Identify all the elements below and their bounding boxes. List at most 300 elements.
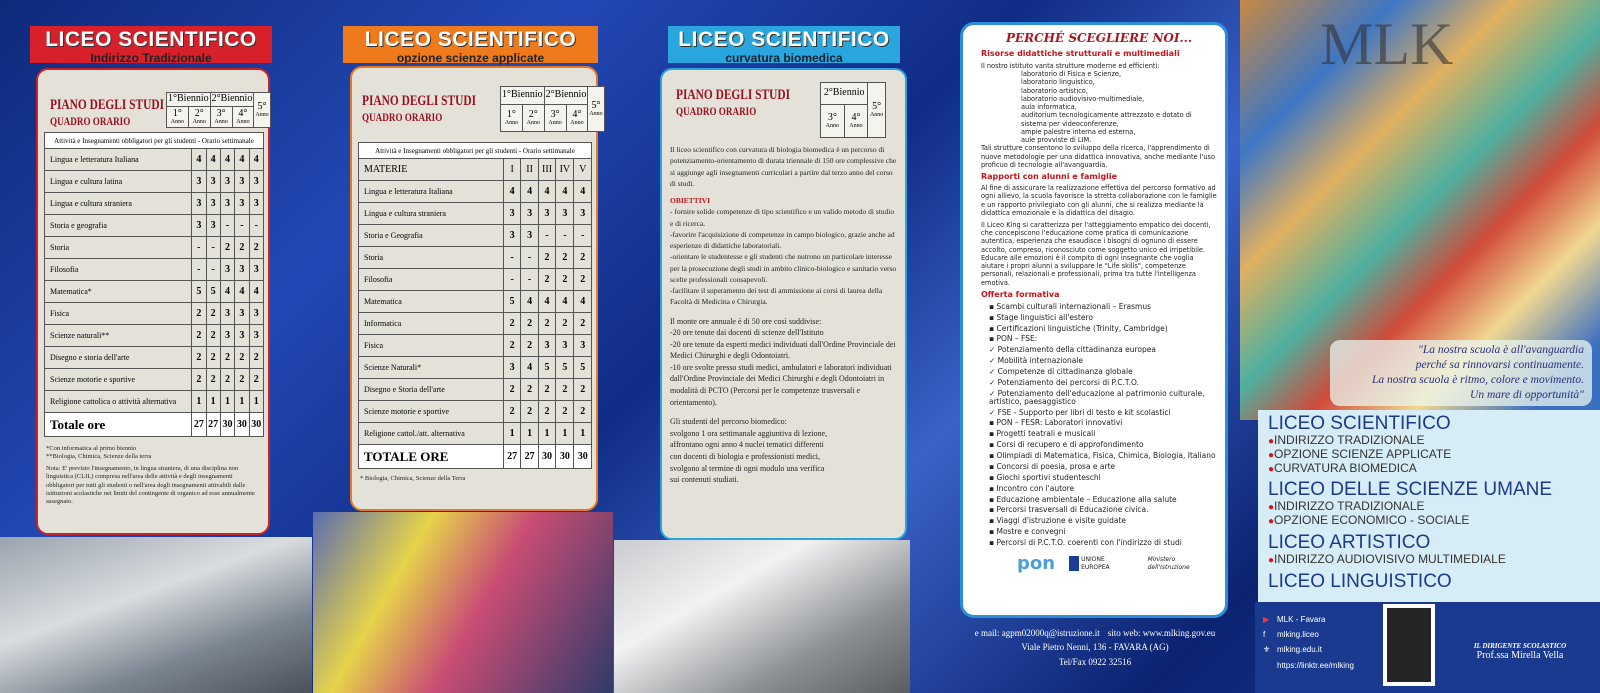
offer-item: ▪ Giochi sportivi studenteschi	[989, 472, 1101, 482]
hours-cell: 3	[206, 171, 220, 193]
total-cell: 27	[192, 413, 206, 437]
hours-cell: 2	[538, 269, 555, 291]
subject-cell: Matematica	[359, 291, 504, 313]
hours-cell: 3	[249, 259, 263, 281]
social-link[interactable]	[1263, 612, 1354, 627]
total-cell: 27	[521, 445, 538, 469]
offer-item: ▪ Educazione ambientale – Educazione alla salute	[989, 494, 1177, 504]
website-link[interactable]: sito web: www.mlking.gov.eu	[1107, 628, 1216, 638]
anno-label: Anno	[825, 122, 839, 129]
hours-cell: 3	[235, 171, 249, 193]
hours-cell: 2	[503, 379, 520, 401]
total-cell: 30	[574, 445, 592, 469]
hours-cell: 2	[538, 401, 555, 423]
hours-cell: -	[538, 225, 555, 247]
section-title: Offerta formativa	[981, 289, 1060, 299]
hours-cell: 5	[574, 357, 592, 379]
table-row	[359, 401, 592, 423]
hours-cell: 3	[538, 203, 555, 225]
subject-cell: Lingua e letteratura Italiana	[45, 149, 192, 171]
year-label: 4°	[851, 111, 861, 123]
students-lab-photo	[614, 540, 910, 693]
hours-cell: 1	[192, 391, 206, 413]
table-row	[359, 203, 592, 225]
facility-item: laboratorio linguistico,	[1021, 78, 1095, 87]
hours-cell: 2	[574, 379, 592, 401]
subject-cell: Storia e Geografia	[359, 225, 504, 247]
table-row	[45, 259, 264, 281]
total-cell: 27	[503, 445, 520, 469]
students-line: Gli studenti del percorso biomedico:	[670, 417, 787, 427]
year-label: 2°	[194, 107, 204, 119]
hours-cell: 2	[503, 401, 520, 423]
facility-item: laboratorio di Fisica e Scienze,	[1021, 70, 1122, 79]
hours-cell: 5	[503, 291, 520, 313]
group-header: 2°Biennio	[211, 93, 253, 105]
liceo-name: LICEO LINGUISTICO	[1268, 570, 1452, 592]
subject-cell: Scienze motorie e sportive	[359, 401, 504, 423]
hours-cell: -	[206, 237, 220, 259]
subject-cell: Lingua e cultura latina	[45, 171, 192, 193]
liceo-option: ● OPZIONE SCIENZE APPLICATE	[1268, 448, 1600, 462]
offer-item: ✓ Potenziamento dell'educazione al patrimonio culturale, artistico, paesaggistico	[989, 388, 1205, 406]
table-row	[45, 369, 264, 391]
hours-cell: 2	[556, 379, 574, 401]
hours-cell: 2	[556, 269, 574, 291]
hours-cell: 1	[556, 423, 574, 445]
plan-subtitle: QUADRO ORARIO	[676, 104, 757, 118]
hours-cell: 3	[249, 171, 263, 193]
year-label: 3°	[827, 111, 837, 123]
hours-cell: 4	[235, 149, 249, 171]
hours-item: Il monte ore annuale è di 50 ore così suddivise:	[670, 316, 822, 326]
subject-cell: Scienze naturali**	[45, 325, 192, 347]
plan-title: PIANO DEGLI STUDI	[50, 97, 165, 113]
year-header	[844, 104, 868, 137]
anno-label: Anno	[589, 111, 603, 117]
liceo-option: ● INDIRIZZO TRADIZIONALE	[1268, 500, 1600, 514]
year-header	[821, 104, 845, 137]
hours-cell: 2	[556, 401, 574, 423]
hours-cell: 3	[556, 203, 574, 225]
artwork-lettering: MLK	[1320, 11, 1454, 77]
hours-cell: 2	[235, 237, 249, 259]
hours-cell: 2	[249, 369, 263, 391]
panel1-subtitle: Indirizzo Tradizionale	[90, 51, 212, 65]
year-header	[522, 104, 544, 131]
offer-item: ✓ Competenze di cittadinanza globale	[989, 367, 1133, 377]
year-header	[544, 104, 566, 131]
subject-cell: Scienze motorie e sportive	[45, 369, 192, 391]
quote-line: perché sa rinnovarsi continuamente.	[1415, 358, 1584, 371]
offer-item: ▪ Percorsi di P.C.T.O. coerenti con l'indirizzo di studi	[989, 538, 1182, 548]
hours-cell: 5	[556, 357, 574, 379]
hours-cell: 2	[206, 369, 220, 391]
group-header: 2°Biennio	[821, 83, 868, 105]
hours-cell: 2	[503, 335, 520, 357]
hours-cell: 1	[503, 423, 520, 445]
hours-cell: 3	[556, 335, 574, 357]
social-label: MLK - Favara	[1277, 615, 1326, 624]
offer-item: ▪ Mostre e convegni	[989, 527, 1066, 537]
email-link[interactable]: e mail: agpm02000q@istruzione.it	[974, 628, 1100, 638]
table-caption: Attività e Insegnamenti obbligatori per gli studenti - Orario settimanale	[45, 133, 264, 149]
year-label: 5°	[591, 100, 601, 111]
hours-cell: 3	[192, 193, 206, 215]
group-header: 2°Biennio	[544, 87, 588, 105]
hours-cell: 3	[206, 193, 220, 215]
hours-cell: 1	[220, 391, 234, 413]
note: Nota: E' previsto l'insegnamento, in lingua straniera, di una disciplina non linguistica (CLIL) compresa nell'area delle attività e degli insegnamenti obbligatori per tutti gli studenti o nell'area degli insegnamenti attivabili dalle istituzioni scolastiche nei limiti del contingente di organico ad esse annualmente assegnato.	[46, 465, 255, 505]
hours-cell: 2	[538, 313, 555, 335]
subject-cell: Fisica	[45, 303, 192, 325]
anno-label: Anno	[869, 112, 884, 118]
hours-cell: -	[235, 215, 249, 237]
section-title: Risorse didattiche strutturali e multimediali	[981, 49, 1180, 58]
hours-item: -20 ore tenute dai docenti di scienze dell'Istituto	[670, 328, 824, 338]
hours-cell: 5	[206, 281, 220, 303]
hours-cell: 2	[235, 347, 249, 369]
hours-cell: 4	[574, 291, 592, 313]
subject-cell: Religione cattol./att. alternativa	[359, 423, 504, 445]
hours-cell: 3	[249, 325, 263, 347]
hours-cell: 2	[574, 401, 592, 423]
year-label: 1°	[506, 108, 516, 120]
subject-cell: Lingua e letteratura Italiana	[359, 181, 504, 203]
table-row	[359, 313, 592, 335]
panel3-title: LICEO SCIENTIFICO	[678, 28, 890, 51]
year-header	[254, 93, 270, 128]
hours-cell: -	[521, 247, 538, 269]
offer-item: ✓ Mobilità internazionale	[989, 356, 1084, 366]
hours-cell: 2	[206, 325, 220, 347]
hours-cell: 2	[192, 303, 206, 325]
offer-item: ▪ Certificazioni linguistiche (Trinity, Cambridge)	[989, 323, 1168, 333]
students-line: affrontano ogni anno 4 nuclei tematici differenti	[670, 440, 824, 450]
hours-cell: 3	[574, 335, 592, 357]
hours-cell: -	[574, 225, 592, 247]
subject-cell: Lingua e cultura straniera	[45, 193, 192, 215]
subject-cell: Informatica	[359, 313, 504, 335]
hours-cell: 2	[574, 313, 592, 335]
subject-cell: Religione cattolica o attività alternativa	[45, 391, 192, 413]
hours-cell: -	[503, 247, 520, 269]
panel2-header	[343, 26, 598, 63]
total-cell: 30	[538, 445, 555, 469]
table-caption: Attività e Insegnamenti obbligatori per gli studenti - Orario settimanale	[359, 143, 592, 159]
facebook-icon: f	[1263, 630, 1266, 640]
year-header	[501, 104, 523, 131]
hours-cell: 3	[192, 171, 206, 193]
hours-cell: 1	[235, 391, 249, 413]
quote-line: Un mare di opportunità"	[1470, 388, 1584, 401]
subject-cell: Matematica*	[45, 281, 192, 303]
hours-cell: -	[503, 269, 520, 291]
table-row	[45, 149, 264, 171]
hours-cell: 4	[249, 281, 263, 303]
students-line: svolgono 1 ora settimanale aggiuntiva di lezione,	[670, 428, 828, 438]
hours-cell: 4	[521, 181, 538, 203]
hours-cell: 3	[521, 203, 538, 225]
social-label: mlking.edu.it	[1277, 645, 1322, 655]
hours-cell: 2	[556, 247, 574, 269]
hours-cell: 4	[220, 281, 234, 303]
pon-logo: pon	[1017, 552, 1056, 574]
subject-cell: Filosofia	[45, 259, 192, 281]
year-label: 3°	[216, 107, 226, 119]
table-row	[45, 193, 264, 215]
table-row	[45, 325, 264, 347]
table-row	[359, 247, 592, 269]
hours-cell: 1	[538, 423, 555, 445]
year-label: 5°	[257, 101, 267, 112]
year-label: 1°	[172, 107, 182, 119]
year-header	[232, 106, 254, 127]
table-row	[359, 225, 592, 247]
total-cell: 27	[206, 413, 220, 437]
hours-cell: 4	[235, 281, 249, 303]
hours-cell: 2	[521, 379, 538, 401]
anno-label: Anno	[255, 112, 269, 118]
offer-item: ✓ Potenziamento della cittadinanza europea	[989, 345, 1156, 355]
table-row	[45, 347, 264, 369]
subject-cell: Disegno e storia dell'arte	[45, 347, 192, 369]
offer-item: ▪ Scambi culturali internazionali – Erasmus	[989, 301, 1151, 311]
panel2-title: LICEO SCIENTIFICO	[364, 28, 577, 51]
hours-cell: 2	[235, 369, 249, 391]
hours-cell: 2	[192, 347, 206, 369]
social-label: https://linktr.ee/mlking	[1277, 660, 1354, 670]
liceo-name: LICEO ARTISTICO	[1268, 531, 1431, 553]
hours-cell: 4	[249, 149, 263, 171]
quote-box	[1330, 340, 1592, 406]
why-choose-us-card	[960, 22, 1228, 618]
panel1-card	[36, 68, 270, 535]
hours-cell: 4	[521, 357, 538, 379]
facility-item: ampie palestre interna ed esterna,	[1021, 127, 1136, 136]
group-header: 1°Biennio	[168, 93, 209, 105]
hours-cell: 3	[220, 259, 234, 281]
subject-cell: Disegno e Storia dell'arte	[359, 379, 504, 401]
hours-cell: 4	[192, 149, 206, 171]
quote-line: "La nostra scuola è all'avanguardia	[1418, 344, 1584, 356]
hours-cell: 2	[521, 401, 538, 423]
hours-cell: 4	[538, 181, 555, 203]
hours-cell: 3	[538, 335, 555, 357]
anno-label: Anno	[526, 119, 540, 126]
hours-cell: 2	[206, 347, 220, 369]
text: Il Liceo King si caratterizza per l'atteggiamento empatico dei docenti, che concepiscono l'educazione come pratica di comunicazione autentica, esperienza che esaudisce i bisogni di ognuno di essere accolto, compreso, riconosciuto come soggetto unico ed irripetibile. Educare alle emozioni è il compito di ogni insegnante che voglia aiutare i propri alunni a sviluppare le "Life skills", competenze personali, relazionali e professionali, prima tra tutte l'intelligenza emotiva.	[981, 220, 1211, 287]
hours-cell: 2	[574, 247, 592, 269]
offer-item: ▪ Percorsi trasversali di Educazione civica.	[989, 505, 1149, 515]
column-header: V	[574, 159, 592, 181]
hours-cell: 1	[574, 423, 592, 445]
panel1-header	[30, 26, 272, 63]
hours-cell: 2	[538, 247, 555, 269]
hours-cell: 3	[503, 225, 520, 247]
plan-subtitle: QUADRO ORARIO	[362, 110, 443, 124]
table-row	[45, 303, 264, 325]
social-link[interactable]	[1263, 627, 1354, 642]
table-row	[45, 171, 264, 193]
hours-cell: -	[521, 269, 538, 291]
objective-item: -orientare le studentesse e gli studenti che nutrono un particolare interesse per la prosecuzione degli studi in ambito clinico-biologico e sanitario verso scelte professionali consapevoli.	[670, 252, 897, 284]
signature-name: Prof.ssa Mirella Vella	[1476, 650, 1564, 661]
objective-item: -facilitare il superamento dei test di ammissione ai corsi di laurea della Facoltà di Medicina e Chirurgia.	[670, 286, 883, 307]
hours-cell: 5	[192, 281, 206, 303]
subject-cell: Storia	[359, 247, 504, 269]
liceo-name: LICEO DELLE SCIENZE UMANE	[1268, 479, 1553, 501]
anno-label: Anno	[849, 122, 863, 129]
anno-label: Anno	[192, 118, 206, 125]
total-cell: 30	[249, 413, 263, 437]
panel2-card	[350, 66, 603, 511]
hours-cell: 2	[574, 269, 592, 291]
column-header: II	[521, 159, 538, 181]
liceo-name: LICEO SCIENTIFICO	[1268, 413, 1451, 434]
subject-cell: Storia	[45, 237, 192, 259]
note: * Biologia, Chimica, Scienze della Terra	[360, 475, 466, 482]
column-header: I	[503, 159, 520, 181]
hours-cell: 2	[192, 369, 206, 391]
table-row	[359, 379, 592, 401]
subject-cell: Scienze Naturali*	[359, 357, 504, 379]
emblem-icon: ⚜	[1263, 645, 1271, 655]
year-header	[167, 106, 189, 127]
ministry-logo: Ministero dell'Istruzione	[1147, 556, 1190, 571]
note: **Biologia, Chimica, Scienze della terra	[46, 453, 152, 461]
offer-item: ✓ Potenziamento dei percorsi di P.C.T.O.	[989, 377, 1139, 387]
years-header	[820, 82, 886, 138]
liceo-option: ● OPZIONE ECONOMICO - SOCIALE	[1268, 514, 1600, 528]
table-row	[45, 391, 264, 413]
social-link[interactable]	[1263, 642, 1354, 657]
social-label: mlking.liceo	[1277, 630, 1319, 640]
anno-label: Anno	[548, 119, 562, 126]
total-cell: 30	[235, 413, 249, 437]
table-row	[359, 291, 592, 313]
section-title: Rapporti con alunni e famiglie	[981, 172, 1118, 182]
hours-cell: 2	[556, 313, 574, 335]
hours-cell: 2	[192, 325, 206, 347]
students-line: svolgono al termine di ogni modulo una verifica	[670, 463, 825, 473]
hours-cell: 4	[206, 149, 220, 171]
total-label: Totale ore	[45, 413, 192, 437]
offer-item: ▪ Stage linguistici all'estero	[989, 312, 1093, 322]
total-row	[359, 445, 592, 469]
year-label: 4°	[572, 108, 582, 120]
hours-cell: 2	[206, 303, 220, 325]
hours-cell: -	[249, 215, 263, 237]
youtube-icon: ▶	[1263, 615, 1270, 624]
hours-cell: 4	[503, 181, 520, 203]
social-link[interactable]	[1263, 658, 1354, 673]
hours-cell: 3	[235, 303, 249, 325]
hours-cell: -	[556, 225, 574, 247]
hours-cell: 1	[521, 423, 538, 445]
offer-item: ✓ FSE - Supporto per libri di testo e kit scolastici	[989, 407, 1171, 417]
why-title: PERCHÉ SCEGLIERE NOI...	[1005, 31, 1193, 45]
table-row	[359, 269, 592, 291]
phone: Tel/Fax 0922 32516	[1058, 656, 1132, 667]
offer-item: ▪ Progetti teatrali e musicali	[989, 429, 1096, 439]
hours-cell: 5	[538, 357, 555, 379]
panel3-card	[660, 68, 907, 540]
objective-item: -favorire l'acquisizione di competenze in campo biologico, grazie anche ad esperienze di didattiche laboratoriali.	[670, 229, 895, 250]
hours-cell: 4	[220, 149, 234, 171]
offer-item: ▪ PON – FESR: Laboratori innovativi	[989, 418, 1123, 428]
hours-cell: -	[220, 215, 234, 237]
table-row	[359, 357, 592, 379]
hours-cell: 2	[503, 313, 520, 335]
anno-label: Anno	[236, 118, 250, 125]
anno-label: Anno	[570, 119, 584, 126]
plan-title: PIANO DEGLI STUDI	[362, 93, 477, 109]
hours-cell: 3	[503, 203, 520, 225]
hours-cell: 4	[521, 291, 538, 313]
hours-cell: 2	[521, 313, 538, 335]
hours-cell: 2	[249, 237, 263, 259]
hours-cell: 3	[206, 215, 220, 237]
hours-cell: 4	[574, 181, 592, 203]
subject-cell: Storia e geografia	[45, 215, 192, 237]
liceo-option: ● CURVATURA BIOMEDICA	[1268, 462, 1600, 476]
hours-cell: 2	[521, 335, 538, 357]
group-header: 1°Biennio	[501, 87, 545, 105]
total-cell: 30	[556, 445, 574, 469]
hours-cell: -	[206, 259, 220, 281]
table-row	[45, 215, 264, 237]
facility-item: laboratorio audiovisivo-multimediale,	[1021, 94, 1145, 103]
hours-cell: 1	[249, 391, 263, 413]
total-label: TOTALE ORE	[359, 445, 504, 469]
panel2-subtitle: opzione scienze applicate	[396, 51, 545, 65]
panel1-table	[44, 132, 264, 437]
facility-item: aula informatica,	[1021, 103, 1077, 112]
licei-box	[1258, 410, 1600, 602]
objectives-title: OBIETTIVI	[670, 196, 711, 205]
hours-cell: -	[192, 237, 206, 259]
note: *Con informatica al primo biennio	[46, 445, 137, 452]
qr-code[interactable]	[1383, 604, 1435, 686]
hours-cell: 4	[538, 291, 555, 313]
offer-item: ▪ Incontro con l'autore	[989, 483, 1075, 493]
anno-label: Anno	[504, 119, 519, 126]
hours-cell: 3	[192, 215, 206, 237]
hours-cell: 1	[206, 391, 220, 413]
intro-text: Il liceo scientifico con curvatura di biologia biomedica è un percorso di potenziamento-orientamento di durata triennale di 150 ore complessive che si aggiunge agli insegnamenti curriculari a partire dal terzo anno del corso di studi.	[670, 145, 897, 188]
hours-cell: 4	[556, 181, 574, 203]
hours-cell: 4	[556, 291, 574, 313]
anno-label: Anno	[170, 118, 185, 125]
years-header	[166, 92, 271, 128]
year-header	[588, 87, 604, 132]
subject-cell: Fisica	[359, 335, 504, 357]
total-cell: 30	[220, 413, 234, 437]
offer-item: ▪ Olimpiadi di Matematica, Fisica, Chimica, Biologia, Italiano	[989, 451, 1216, 461]
year-label: 2°	[528, 108, 538, 120]
year-label: 4°	[238, 107, 248, 119]
hours-cell: 3	[220, 303, 234, 325]
year-header	[188, 106, 210, 127]
column-header: MATERIE	[359, 159, 504, 181]
year-header	[868, 83, 886, 138]
physics-lab-photo	[0, 537, 312, 693]
hours-cell: -	[192, 259, 206, 281]
table-row	[359, 181, 592, 203]
table-row	[45, 281, 264, 303]
students-line: sui contenuti studiati.	[670, 475, 739, 485]
